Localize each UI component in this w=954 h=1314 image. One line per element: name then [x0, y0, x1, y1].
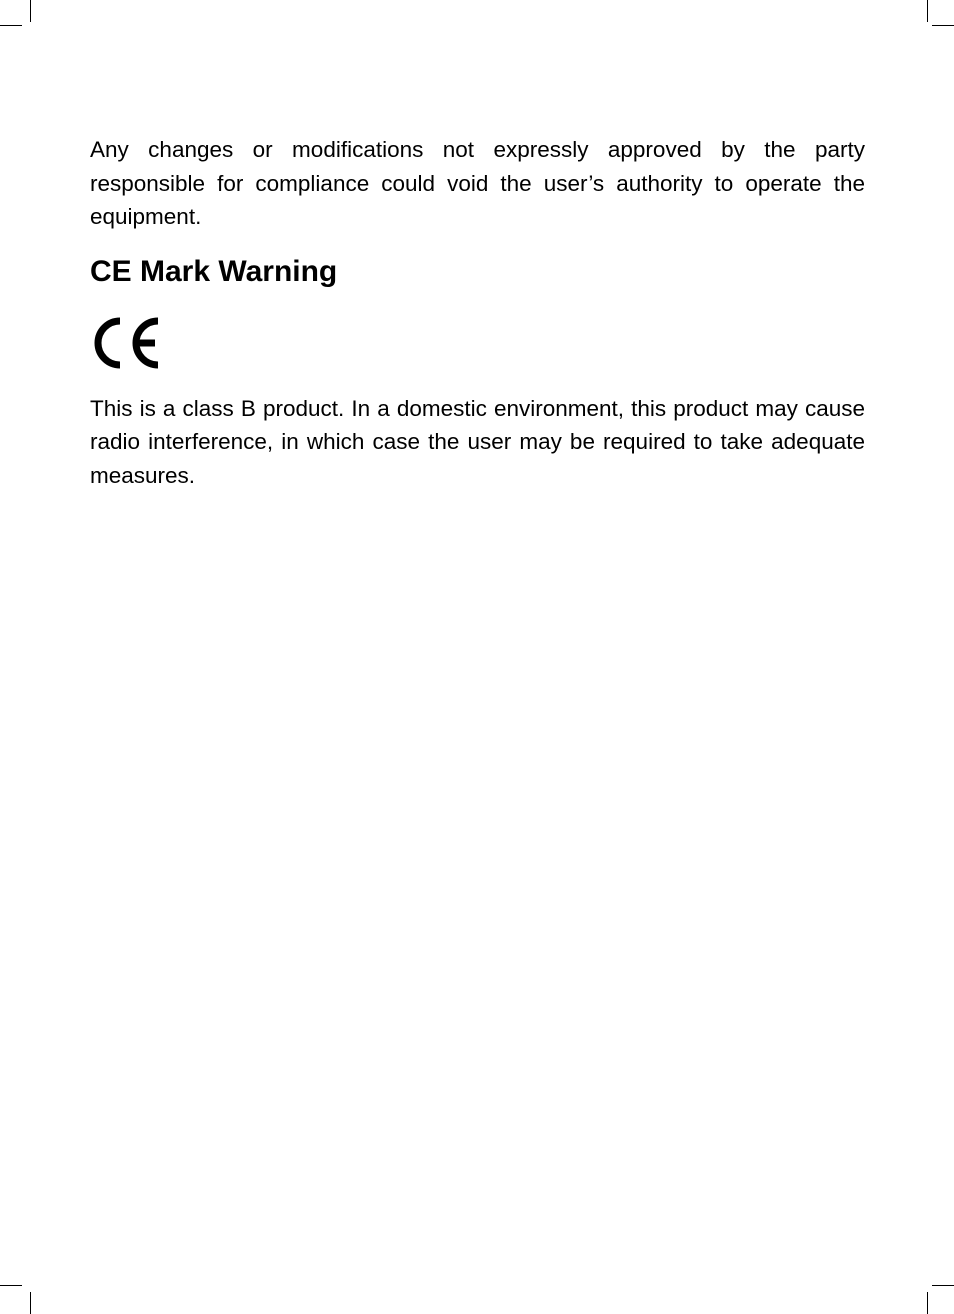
crop-mark	[932, 25, 954, 26]
crop-mark	[0, 1285, 22, 1286]
crop-mark	[927, 0, 928, 22]
crop-mark	[30, 0, 31, 22]
compliance-paragraph: Any changes or modifications not expressly approved by the party responsible for compliance could void the user’s authority to operate the equipment.	[90, 137, 865, 229]
crop-mark	[932, 1285, 954, 1286]
crop-mark	[30, 1292, 31, 1314]
crop-mark	[927, 1292, 928, 1314]
ce-mark-icon	[90, 314, 162, 372]
crop-mark	[0, 25, 22, 26]
class-b-paragraph: This is a class B product. In a domestic environment, this product may cause radio interference, in which case the user may be required to take adequate measures.	[90, 395, 865, 488]
ce-warning-heading: CE Mark Warning	[90, 254, 338, 288]
document-body	[90, 133, 865, 492]
